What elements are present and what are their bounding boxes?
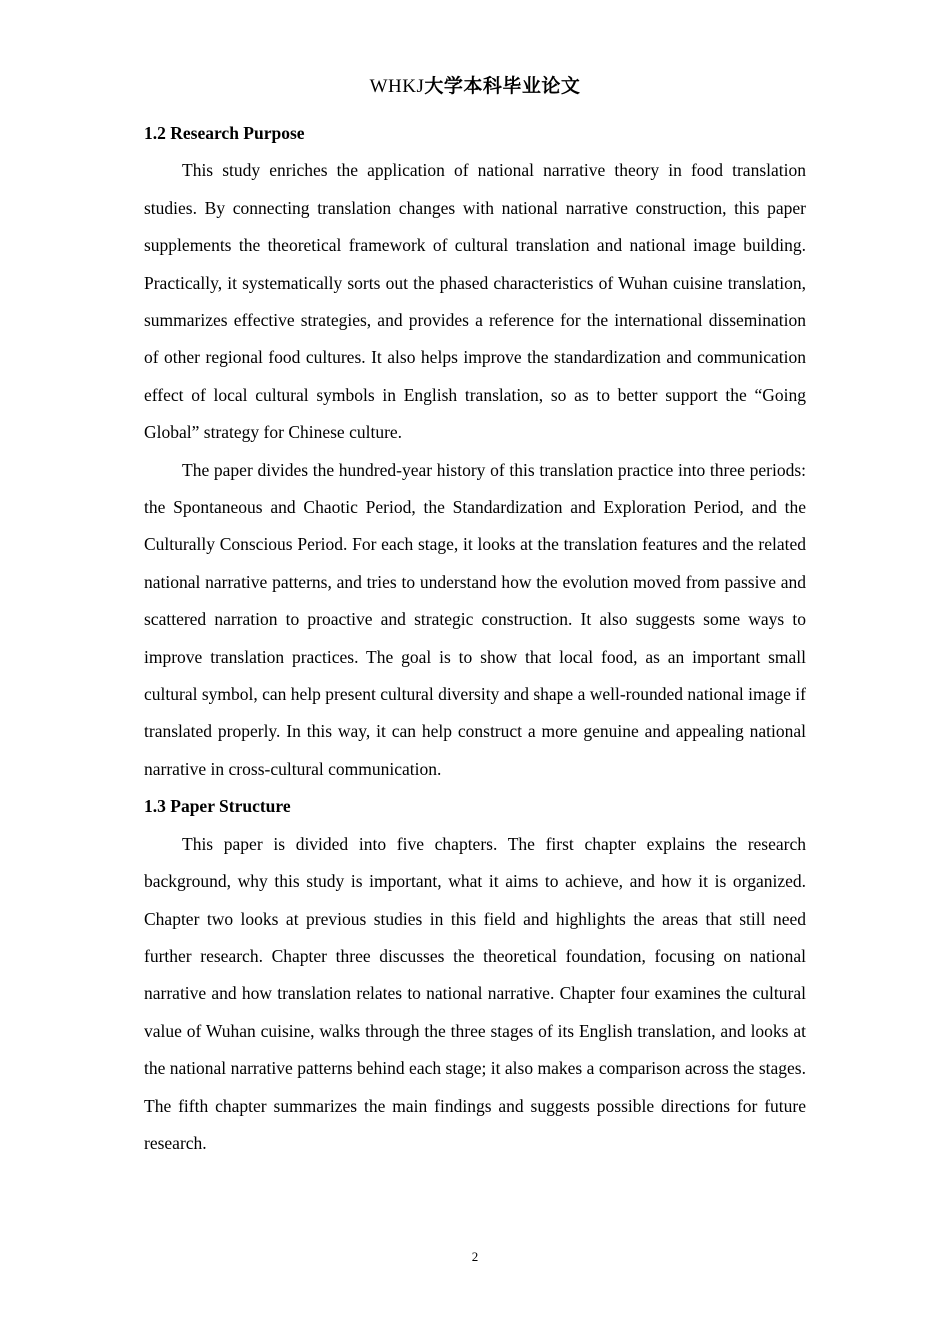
page-number: 2 — [471, 1249, 479, 1264]
paragraph: This paper is divided into five chapters. The first chapter explains the research background, why this study is important, what it aims to achieve, and how it is organized. Chapter two looks at previous studies in this field and highlights the areas that still need further research. Chapter three discusses the theoretical foundation, focusing on national narrative and how translation relates to national narrative. Chapter four examines the cultural value of Wuhan cuisine, walks through the three stages of its English translation, and looks at the national narrative patterns behind each stage; it also makes a comparison across the stages. The fifth chapter summarizes the main findings and suggests possible directions for future research. — [144, 833, 806, 1153]
section-heading: 1.3 Paper Structure — [144, 796, 291, 817]
page-body — [144, 115, 806, 1162]
paragraph: This study enriches the application of national narrative theory in food translation studies. By connecting translation changes with national narrative construction, this paper supplements the theoretical framework of cultural translation and national image building. Practically, it systematically sorts out the phased characteristics of Wuhan cuisine translation, summarizes effective strategies, and provides a reference for the international dissemination of other regional food cultures. It also helps improve the standardization and communication effect of local cultural symbols in English translation, so as to better support the “Going Global” strategy for Chinese culture. — [144, 160, 806, 443]
section-paper-structure — [144, 788, 806, 1162]
header-title-cjk: 大学本科毕业论文 — [424, 75, 581, 97]
paragraph: The paper divides the hundred-year history of this translation practice into three periods: the Spontaneous and Chaotic Period, the Standardization and Exploration Period, and the Culturally Conscious Period. For each stage, it looks at the translation features and the related national narrative patterns, and tries to understand how the evolution moved from passive and scattered narration to proactive and strategic construction. It also suggests some ways to improve translation practices. The goal is to show that local food, as an important small cultural symbol, can help present cultural diversity and shape a well-rounded national image if translated properly. In this way, it can help construct a more genuine and appealing national narrative in cross-cultural communication. — [144, 459, 806, 779]
section-research-purpose — [144, 115, 806, 788]
section-heading: 1.2 Research Purpose — [144, 123, 305, 143]
header-institution-code: WHKJ — [369, 76, 425, 97]
running-header — [0, 72, 950, 101]
